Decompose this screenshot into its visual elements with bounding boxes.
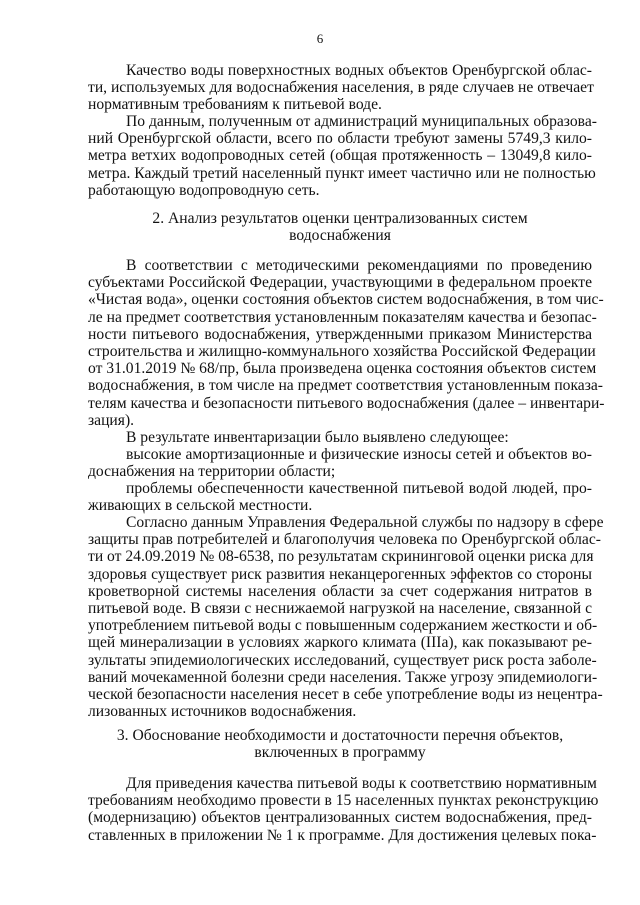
text-line: В соответствии с методическими рекомендациями по проведению [126, 257, 592, 274]
text-line: питьевой воде. В связи с неснижаемой нагрузкой на население, связанной с [88, 599, 592, 617]
text-line: (модернизацию) объектов централизованных систем водоснабжения, пред- [88, 809, 592, 827]
text-line: доснабжения на территории области; [88, 463, 336, 481]
text-line: Качество воды поверхностных водных объектов Оренбургской облас- [126, 62, 592, 79]
heading-line: 2. Анализ результатов оценки централизованных систем [152, 210, 528, 227]
paragraph-methodology [88, 257, 605, 429]
heading-line: включенных в программу [254, 744, 426, 762]
text-line: ности питьевого водоснабжения, утвержденными приказом Министерства [88, 325, 592, 343]
text-line: защиты прав потребителей и благополучия человека по Оренбургской облас- [88, 531, 601, 549]
heading-line: водоснабжения [289, 227, 391, 245]
paragraph-results-intro [88, 429, 592, 446]
paragraph-water-quality [88, 62, 592, 114]
text-line: щей минерализации в условиях жаркого климата (IIIа), как показывают ре- [88, 634, 592, 652]
text-line: строительства и жилищно-коммунального хозяйства Российской Федерации [88, 342, 596, 360]
text-line: ческой безопасности населения несет в себе употребление воды из нецентра- [88, 685, 603, 703]
text-line: требованиям необходимо провести в 15 населенных пунктах реконструкцию [88, 792, 599, 810]
text-line: высокие амортизационные и физические износы сетей и объектов во- [126, 446, 592, 463]
text-line: употреблением питьевой воды с повышенным содержанием жесткости и об- [88, 617, 598, 635]
page-number: 6 [316, 31, 324, 46]
text-line: ти от 24.09.2019 № 08-6538, по результатам скрининговой оценки риска для [88, 548, 594, 566]
section-heading-3 [88, 727, 592, 761]
text-line: кроветворной системы населения области за счет содержания нитратов в [88, 582, 592, 600]
text-line: зация). [88, 411, 135, 429]
text-line: телям качества и безопасности питьевого водоснабжения (далее – инвентари- [88, 394, 605, 412]
text-line: здоровья существует риск развития неканцерогенных эффектов со стороны [88, 565, 592, 583]
text-line: проблемы обеспеченности качественной питьевой водой людей, про- [126, 480, 592, 497]
paragraph-program-objects [88, 775, 599, 844]
paragraph-health-risk [88, 514, 604, 721]
text-line: ле на предмет соответствия установленным показателям качества и безопас- [88, 308, 597, 326]
section-heading-2 [88, 210, 592, 244]
text-line: от 31.01.2019 № 68/пр, была произведена оценка состояния объектов систем [88, 360, 597, 378]
paragraph-networks [88, 113, 597, 199]
text-line: субъектами Российской Федерации, участвующими в федеральном проекте [88, 274, 592, 292]
text-line: метра ветхих водопроводных сетей (общая протяженность – 13049,8 кило- [88, 147, 592, 165]
text-line: ваний мочекаменной болезни среди населения. Также угрозу эпидемиологи- [88, 668, 598, 686]
heading-line: 3. Обоснование необходимости и достаточности перечня объектов, [116, 727, 564, 744]
text-line: ставленных в приложении № 1 к программе. Для достижения целевых пока- [88, 826, 597, 844]
text-line: нормативным требованиям к питьевой воде. [88, 96, 382, 114]
text-line: Согласно данным Управления Федеральной службы по надзору в сфере [126, 514, 604, 531]
text-line: водоснабжения, в том числе на предмет соответствия установленным показа- [88, 377, 604, 395]
text-line: ний Оренбургской области, всего по области требуют замены 5749,3 кило- [88, 130, 592, 148]
paragraph-depreciation [88, 446, 592, 480]
text-line: В результате инвентаризации было выявлено следующее: [126, 429, 509, 446]
text-line: лизованных источников водоснабжения. [88, 703, 357, 721]
text-line: По данным, полученным от администраций муниципальных образова- [126, 113, 597, 130]
text-line: живающих в сельской местности. [88, 497, 313, 515]
text-line: зультаты эпидемиологических исследований, существует риск роста заболе- [88, 651, 597, 669]
text-line: «Чистая вода», оценки состояния объектов систем водоснабжения, в том чис- [88, 291, 604, 309]
paragraph-rural-supply [88, 480, 592, 514]
text-line: работающую водопроводную сеть. [88, 181, 320, 199]
text-line: метра. Каждый третий населенный пункт имеет частично или не полностью [88, 164, 596, 182]
text-line: Для приведения качества питьевой воды к соответствию нормативным [126, 775, 597, 792]
text-line: ти, используемых для водоснабжения населения, в ряде случаев не отвечает [88, 79, 594, 97]
